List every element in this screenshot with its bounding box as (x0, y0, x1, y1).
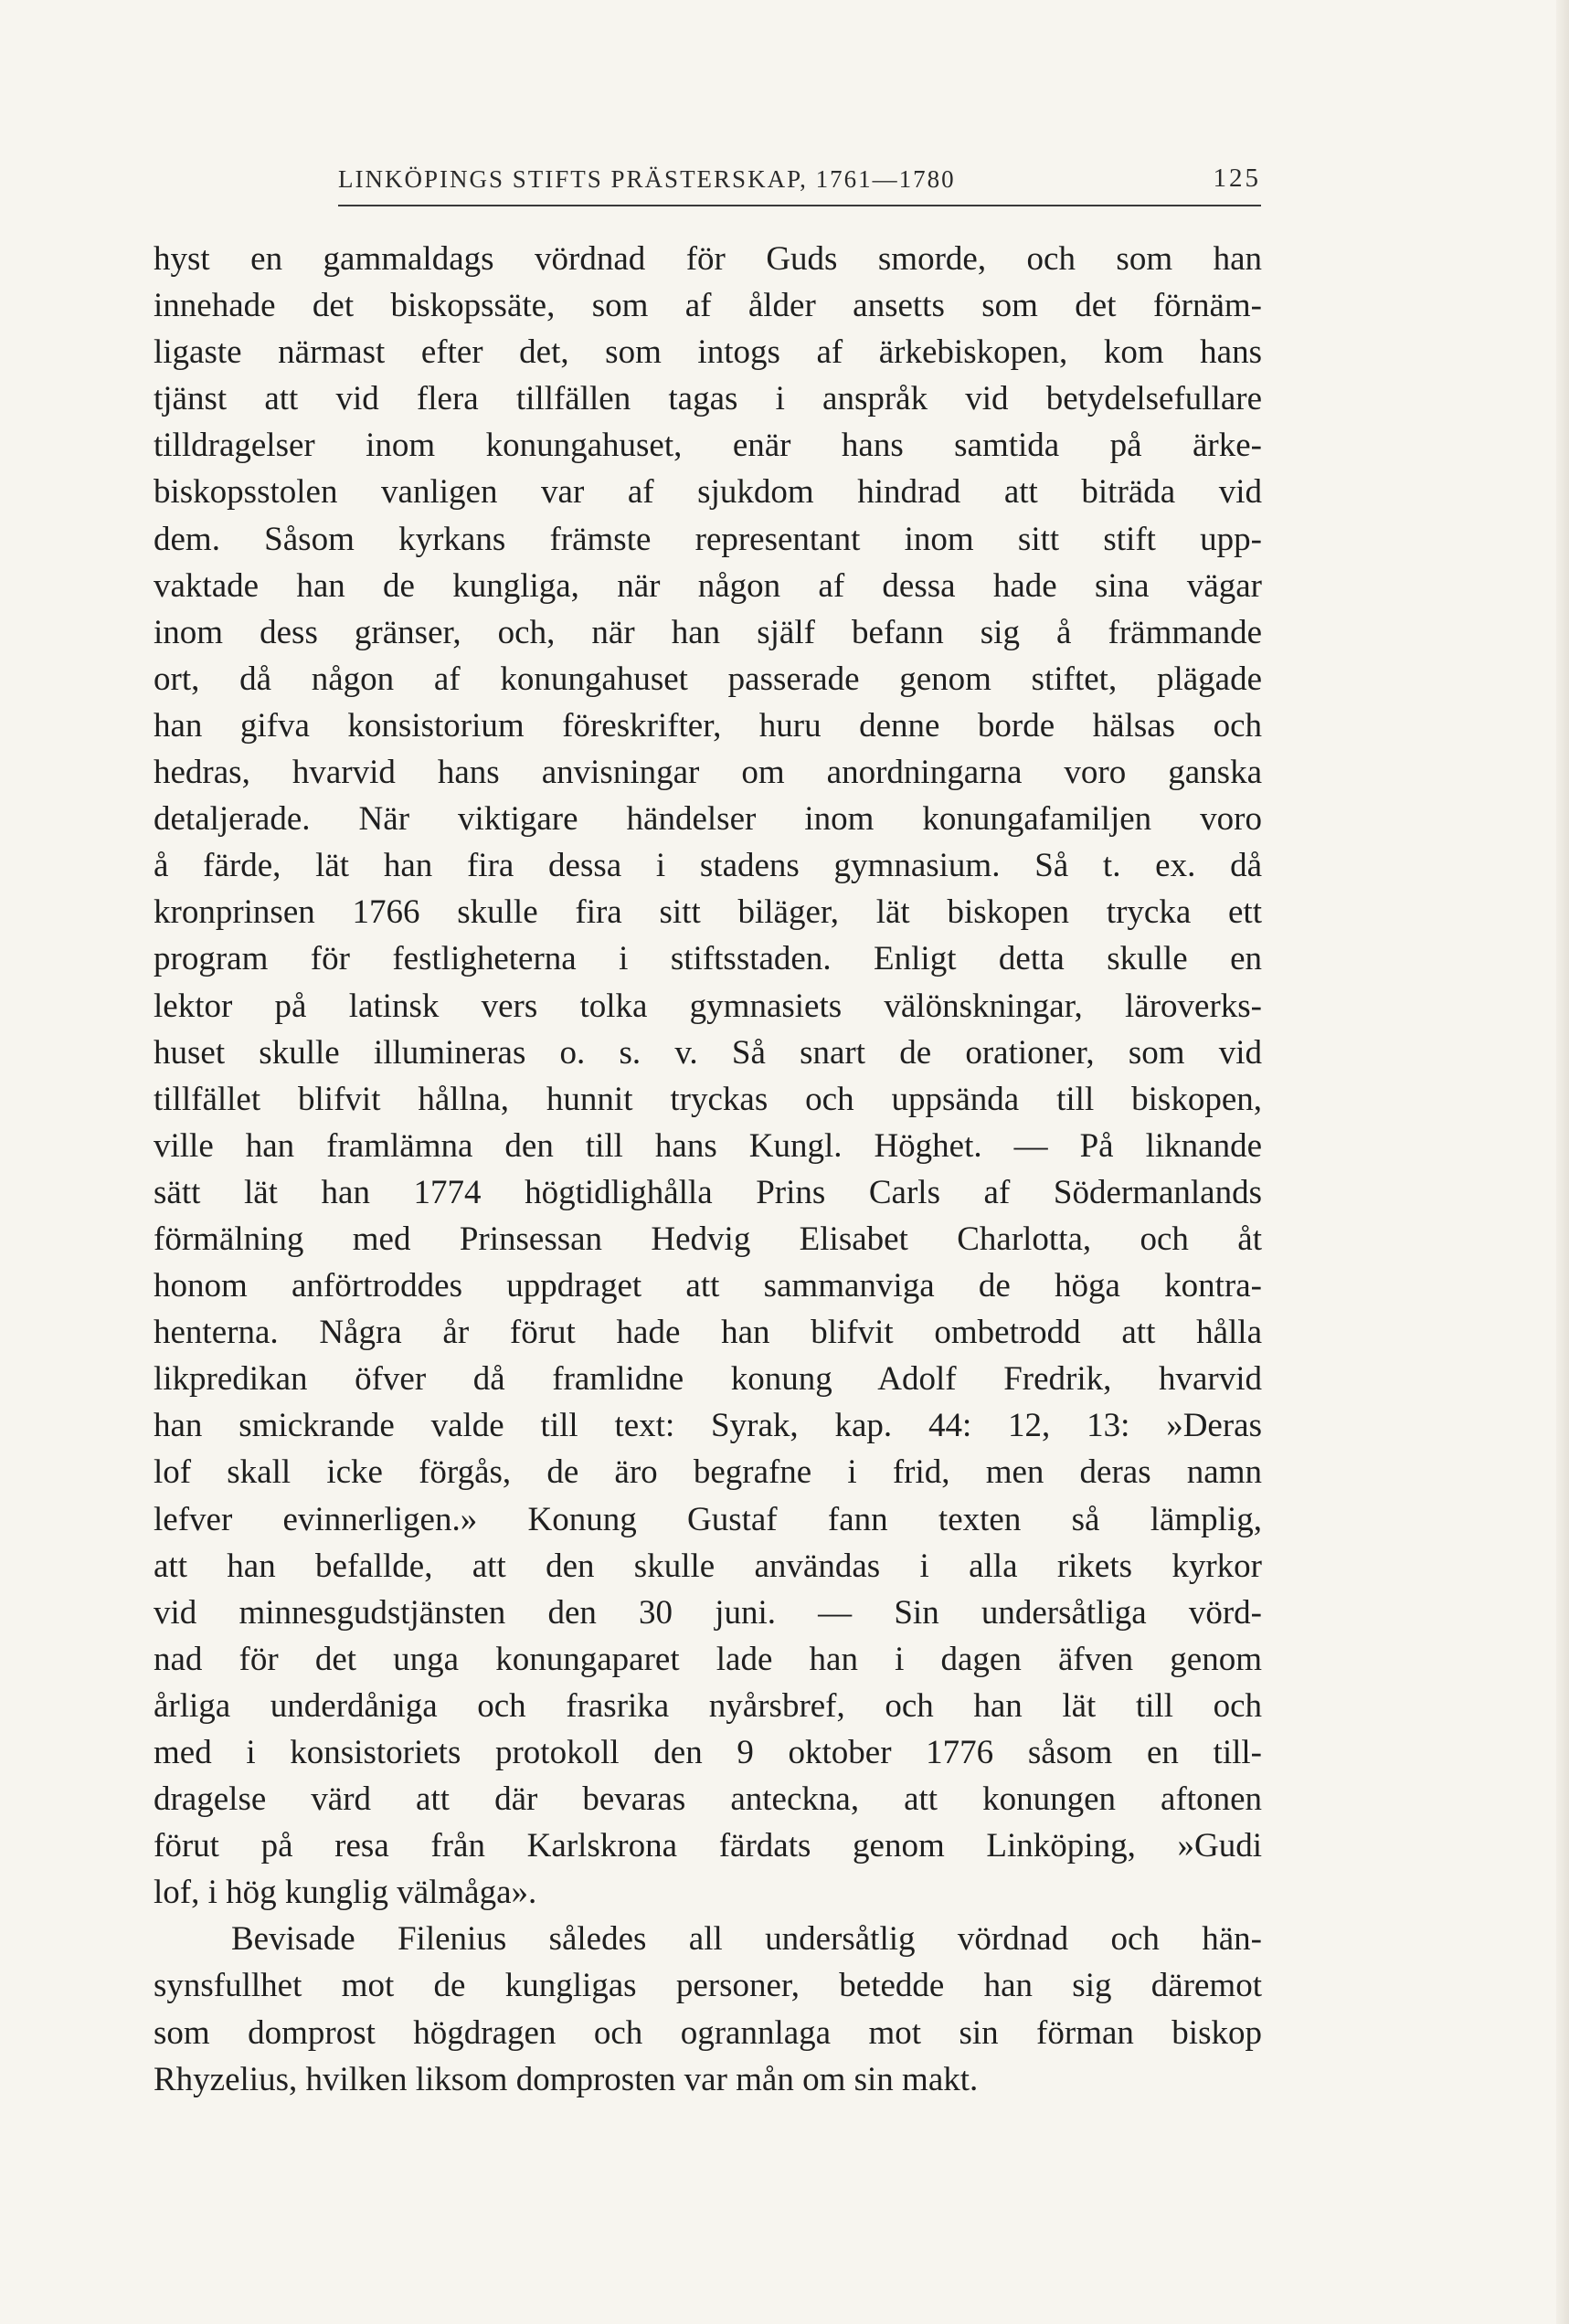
text-line: lof skall icke förgås, de äro begrafne i frid, men deras namn (154, 1453, 1262, 1492)
text-line: Rhyzelius, hvilken liksom domprosten var mån om sin makt. (154, 2060, 979, 2098)
text-line: lof, i hög kunglig välmåga». (154, 1874, 537, 1912)
running-head (338, 153, 1261, 206)
text-line: vaktade han de kungliga, när någon af dessa hade sina vägar (154, 566, 1262, 605)
text-line: kronprinsen 1766 skulle fira sitt biläger, lät biskopen trycka ett (154, 893, 1262, 932)
text-line: program för festligheterna i stiftsstaden. Enligt detta skulle en (154, 940, 1262, 978)
text-line: dragelse värd att där bevaras anteckna, att konungen aftonen (154, 1780, 1262, 1819)
text-line: som domprost högdragen och ogrannlaga mot sin förman biskop (154, 2013, 1262, 2052)
paragraph (154, 1916, 1262, 2102)
text-line: han smickrande valde till text: Syrak, kap. 44: 12, 13: »Deras (154, 1407, 1262, 1445)
text-line: dem. Såsom kyrkans främste representant inom sitt stift upp- (154, 520, 1262, 558)
text-line: henterna. Några år förut hade han blifvit ombetrodd att hålla (154, 1314, 1262, 1352)
text-line: hedras, hvarvid hans anvisningar om anordningarna voro ganska (154, 754, 1262, 792)
running-head-title: LINKÖPINGS STIFTS PRÄSTERSKAP, 1761—1780 (338, 165, 956, 193)
text-line: detaljerade. När viktigare händelser inom konungafamiljen voro (154, 800, 1262, 839)
paragraph (154, 236, 1262, 1916)
text-line: han gifva konsistorium föreskrifter, huru denne borde hälsas och (154, 706, 1262, 745)
text-line: lektor på latinsk vers tolka gymnasiets välönskningar, läroverks- (154, 987, 1262, 1025)
text-line: hyst en gammaldags vördnad för Guds smorde, och som han (154, 240, 1262, 278)
body-text (154, 236, 1262, 2103)
text-line: Bevisade Filenius således all undersåtlig vördnad och hän- (231, 1920, 1262, 1959)
text-line: ligaste närmast efter det, som intogs af ärkebiskopen, kom hans (154, 333, 1262, 372)
text-line: förmälning med Prinsessan Hedvig Elisabet Charlotta, och åt (154, 1220, 1262, 1258)
text-line: att han befallde, att den skulle användas i alla rikets kyrkor (154, 1547, 1262, 1585)
text-line: huset skulle illumineras o. s. v. Så snart de orationer, som vid (154, 1033, 1262, 1072)
text-line: biskopsstolen vanligen var af sjukdom hindrad att biträda vid (154, 473, 1262, 512)
text-line: innehade det biskopssäte, som af ålder ansetts som det förnäm- (154, 287, 1262, 325)
text-line: lefver evinnerligen.» Konung Gustaf fann texten så lämplig, (154, 1500, 1262, 1538)
text-line: tilldragelser inom konungahuset, enär hans samtida på ärke- (154, 427, 1262, 465)
text-line: honom anförtroddes uppdraget att sammanviga de höga kontra- (154, 1267, 1262, 1305)
text-line: å färde, lät han fira dessa i stadens gymnasium. Så t. ex. då (154, 847, 1262, 885)
text-line: med i konsistoriets protokoll den 9 oktober 1776 såsom en till- (154, 1734, 1262, 1771)
text-line: tjänst att vid flera tillfällen tagas i anspråk vid betydelsefullare (154, 380, 1262, 418)
text-line: ort, då någon af konungahuset passerade genom stiftet, plägade (154, 660, 1262, 698)
text-line: likpredikan öfver då framlidne konung Adolf Fredrik, hvarvid (154, 1360, 1262, 1399)
page-number: 125 (1213, 164, 1261, 193)
text-line: sätt lät han 1774 högtidlighålla Prins Carls af Södermanlands (154, 1173, 1262, 1211)
page-edge (1556, 0, 1569, 2324)
text-line: tillfället blifvit hållna, hunnit tryckas och uppsända till biskopen, (154, 1080, 1262, 1118)
text-line: inom dess gränser, och, när han själf befann sig å främmande (154, 613, 1262, 651)
text-line: förut på resa från Karlskrona färdats genom Linköping, »Gudi (154, 1827, 1262, 1865)
text-line: vid minnesgudstjänsten den 30 juni. — Sin undersåtliga vörd- (154, 1593, 1262, 1632)
text-line: ville han framlämna den till hans Kungl. Höghet. — På liknande (154, 1126, 1262, 1165)
text-line: årliga underdåniga och frasrika nyårsbref, och han lät till och (154, 1686, 1262, 1725)
text-line: synsfullhet mot de kungligas personer, betedde han sig däremot (154, 1967, 1262, 2005)
text-line: nad för det unga konungaparet lade han i dagen äfven genom (154, 1640, 1262, 1678)
